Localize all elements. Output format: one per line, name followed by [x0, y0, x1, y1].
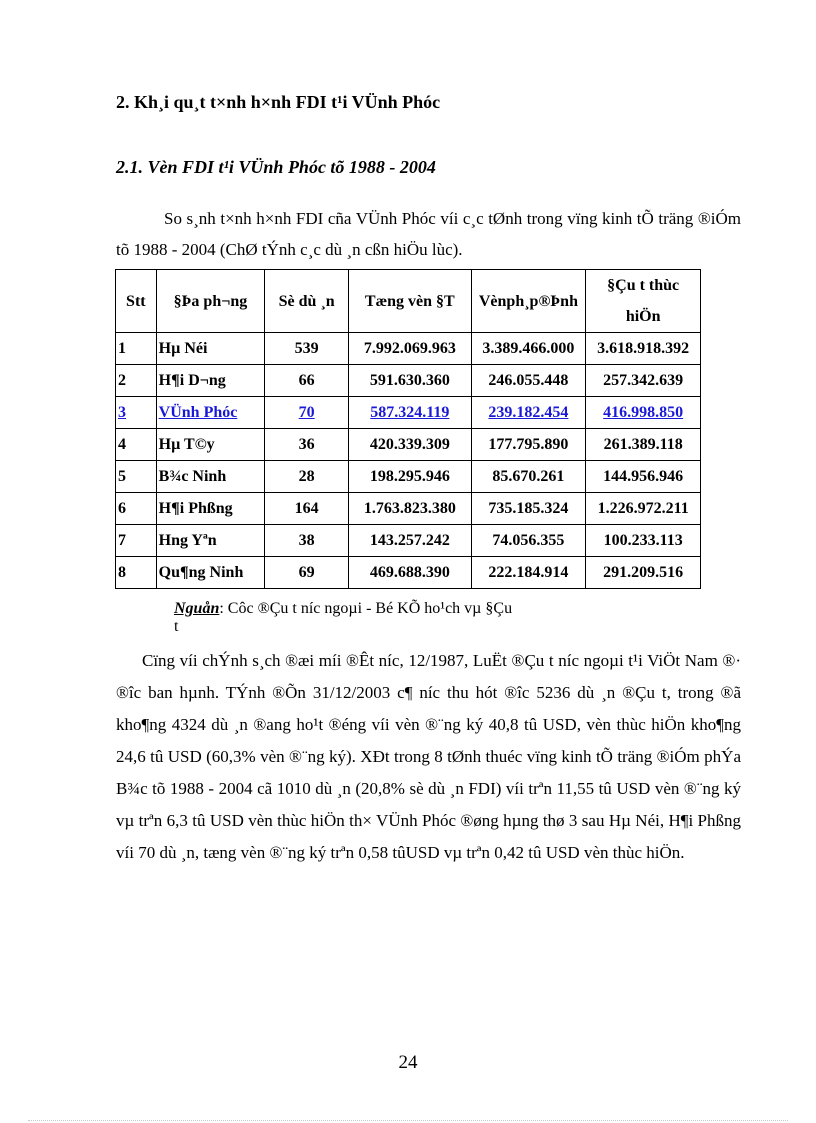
- cell-total-capital: 198.295.946: [349, 461, 471, 493]
- cell-legal-capital: 85.670.261: [471, 461, 586, 493]
- cell-implemented: 100.233.113: [586, 525, 701, 557]
- cell-stt: 6: [116, 493, 157, 525]
- page-number: 24: [398, 1052, 418, 1073]
- cell-total-capital: 591.630.360: [349, 365, 471, 397]
- header-implemented: §Çu t thùc hiÖn: [586, 270, 701, 333]
- cell-projects[interactable]: 70: [265, 397, 349, 429]
- cell-locality: B¾c Ninh: [156, 461, 265, 493]
- table-header-row: [116, 270, 701, 333]
- cell-locality: H¶i Phßng: [156, 493, 265, 525]
- cell-total-capital: 1.763.823.380: [349, 493, 471, 525]
- table-row: [116, 333, 701, 365]
- cell-stt: 4: [116, 429, 157, 461]
- cell-legal-capital: 222.184.914: [471, 557, 586, 589]
- header-locality: §Þa ph¬ng: [156, 270, 265, 333]
- cell-total-capital: 420.339.309: [349, 429, 471, 461]
- cell-total-capital[interactable]: 587.324.119: [349, 397, 471, 429]
- body-paragraph: [116, 645, 741, 869]
- cell-stt: 7: [116, 525, 157, 557]
- cell-legal-capital: 74.056.355: [471, 525, 586, 557]
- cell-projects: 66: [265, 365, 349, 397]
- subsection-heading: 2.1. Vèn FDI t¹i VÜnh Phóc tõ 1988 - 2004: [116, 157, 436, 177]
- cell-legal-capital: 735.185.324: [471, 493, 586, 525]
- table-row: [116, 525, 701, 557]
- cell-implemented: 144.956.946: [586, 461, 701, 493]
- cell-legal-capital[interactable]: 239.182.454: [471, 397, 586, 429]
- table-row: [116, 429, 701, 461]
- table-row: [116, 365, 701, 397]
- table-source-note: [174, 600, 521, 636]
- cell-implemented: 3.618.918.392: [586, 333, 701, 365]
- cell-projects: 539: [265, 333, 349, 365]
- cell-implemented[interactable]: 416.998.850: [586, 397, 701, 429]
- header-stt: Stt: [116, 270, 157, 333]
- cell-projects: 164: [265, 493, 349, 525]
- intro-text: So s¸nh t×nh h×nh FDI cña VÜnh Phóc víi c¸c tØnh trong vïng kinh tÕ träng ®iÓm tõ 1988 - 2004 (ChØ tÝnh c¸c dù ¸n cßn hiÖu lùc).: [116, 209, 741, 259]
- cell-stt[interactable]: 3: [116, 397, 157, 429]
- cell-locality: Hµ T©y: [156, 429, 265, 461]
- cell-implemented: 291.209.516: [586, 557, 701, 589]
- cell-locality: Qu¶ng Ninh: [156, 557, 265, 589]
- header-total-capital: Tæng vèn §T: [349, 270, 471, 333]
- cell-total-capital: 143.257.242: [349, 525, 471, 557]
- header-projects: Sè dù ¸n: [265, 270, 349, 333]
- cell-implemented: 257.342.639: [586, 365, 701, 397]
- cell-stt: 1: [116, 333, 157, 365]
- cell-locality: Hng Yªn: [156, 525, 265, 557]
- section-heading: 2. Kh¸i qu¸t t×nh h×nh FDI t¹i VÜnh Phóc: [116, 92, 441, 112]
- cell-stt: 5: [116, 461, 157, 493]
- table-row-highlighted[interactable]: [116, 397, 701, 429]
- cell-projects: 36: [265, 429, 349, 461]
- cell-projects: 38: [265, 525, 349, 557]
- cell-implemented: 261.389.118: [586, 429, 701, 461]
- cell-locality: Hµ Néi: [156, 333, 265, 365]
- cell-total-capital: 7.992.069.963: [349, 333, 471, 365]
- cell-stt: 8: [116, 557, 157, 589]
- table-row: [116, 493, 701, 525]
- cell-total-capital: 469.688.390: [349, 557, 471, 589]
- intro-paragraph: [116, 203, 741, 265]
- cell-stt: 2: [116, 365, 157, 397]
- cell-legal-capital: 3.389.466.000: [471, 333, 586, 365]
- body-text: Cïng víi chÝnh s¸ch ®æi míi ®Êt níc, 12/1987, LuËt ®Çu t níc ngoµi t¹i ViÖt Nam ®· ®îc ban hµnh. TÝnh ®Õn 31/12/2003 c¶ níc thu hót ®îc 5236 dù ¸n ®Çu t, trong ®ã kho¶ng 4324 dù ¸n ®ang ho¹t ®éng víi vèn ®¨ng ký 40,8 tû USD, vèn thùc hiÖn kho¶ng 24,6 tû USD (60,3% vèn ®¨ng ký). XÐt trong 8 tØnh thuéc vïng kinh tÕ träng ®iÓm phÝa B¾c tõ 1988 - 2004 cã 1010 dù ¸n (20,8% sè dù ¸n FDI) víi trªn 11,55 tû USD vèn ®¨ng ký vµ trªn 6,3 tû USD vèn thùc hiÖn th× VÜnh Phóc ®øng hµng thø 3 sau Hµ Néi, H¶i Phßng víi 70 dù ¸n, tæng vèn ®¨ng ký trªn 0,58 tûUSD vµ trªn 0,42 tû USD vèn thùc hiÖn.: [116, 651, 741, 862]
- cell-locality[interactable]: VÜnh Phóc: [156, 397, 265, 429]
- cell-projects: 69: [265, 557, 349, 589]
- source-label: Nguån: [174, 600, 220, 617]
- footer-divider: [28, 1120, 788, 1121]
- cell-legal-capital: 177.795.890: [471, 429, 586, 461]
- table-row: [116, 557, 701, 589]
- cell-projects: 28: [265, 461, 349, 493]
- fdi-table: [115, 269, 701, 589]
- header-legal-capital: Vènph¸p®Þnh: [471, 270, 586, 333]
- cell-legal-capital: 246.055.448: [471, 365, 586, 397]
- cell-locality: H¶i D¬ng: [156, 365, 265, 397]
- table-row: [116, 461, 701, 493]
- source-text: : Côc ®Çu t níc ngoµi - Bé KÕ ho¹ch vµ §Çu t: [174, 600, 513, 635]
- cell-implemented: 1.226.972.211: [586, 493, 701, 525]
